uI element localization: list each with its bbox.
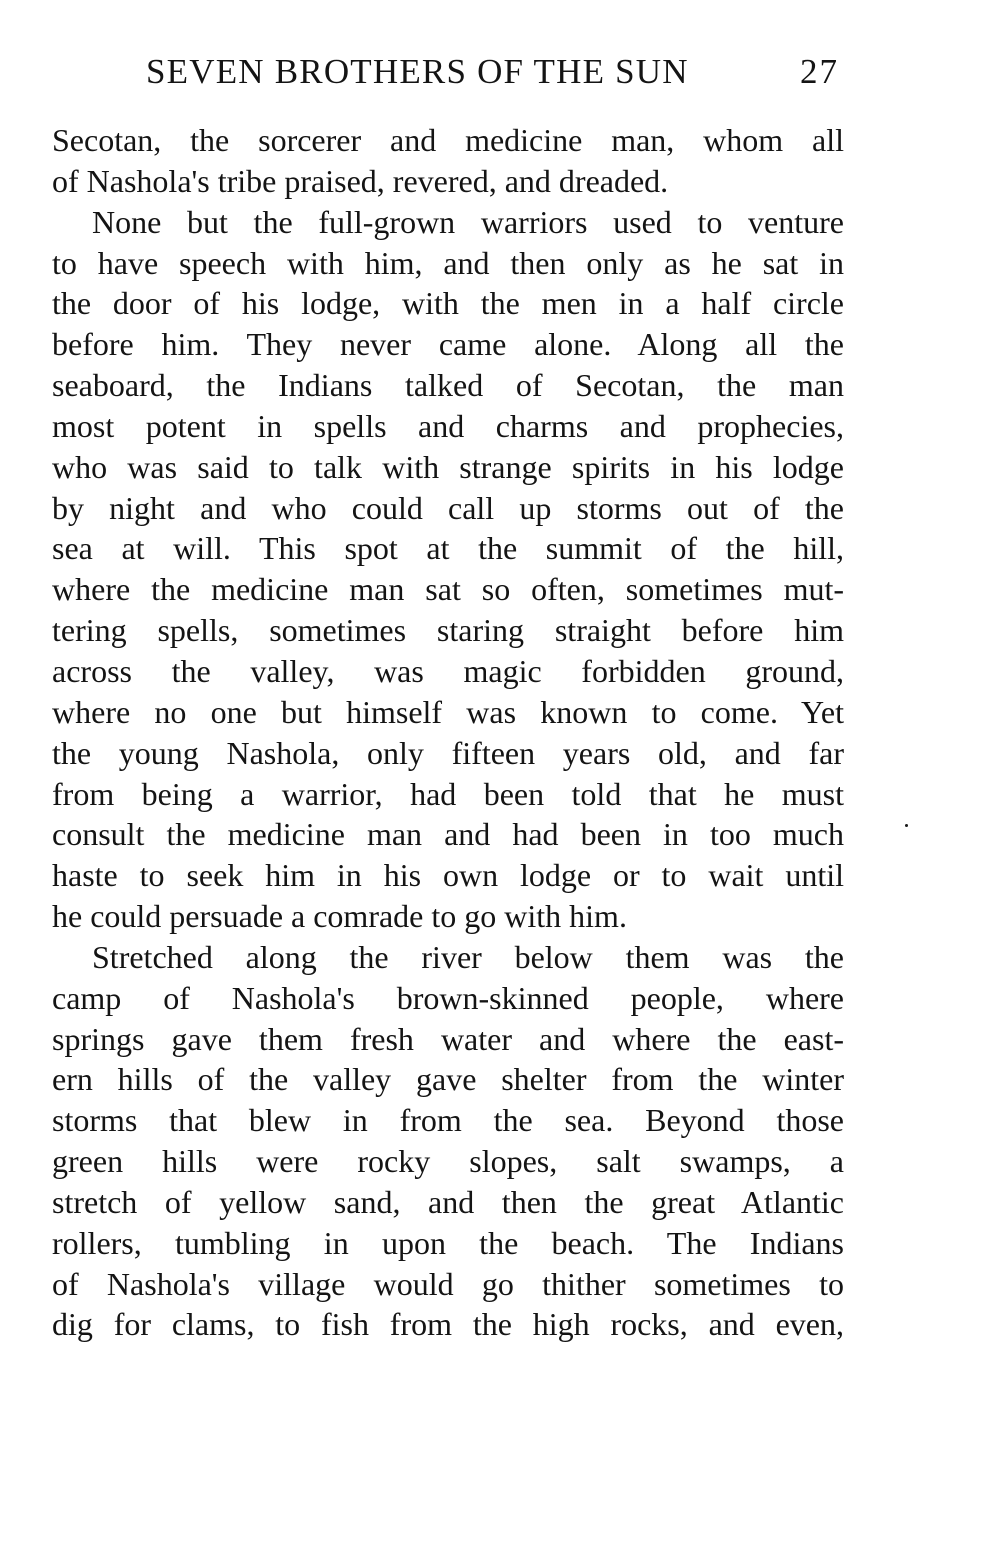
- text-line: across the valley, was magic forbidden ground,: [52, 652, 844, 689]
- text-line: None but the full-grown warriors used to venture: [92, 203, 844, 240]
- body-text: [52, 120, 844, 1345]
- text-line: to have speech with him, and then only as he sat in: [52, 244, 844, 281]
- text-line: Stretched along the river below them was the: [92, 938, 844, 975]
- page-number: 27: [800, 52, 839, 91]
- text-line: sea at will. This spot at the summit of the hill,: [52, 530, 844, 567]
- running-head: [146, 50, 846, 94]
- text-line: green hills were rocky slopes, salt swamps, a: [52, 1143, 844, 1180]
- text-line: camp of Nashola's brown-skinned people, where: [52, 979, 844, 1016]
- text-line: tering spells, sometimes staring straight before him: [52, 612, 844, 649]
- ink-speck: [905, 824, 908, 827]
- text-line: of Nashola's village would go thither sometimes to: [52, 1265, 844, 1302]
- text-line: stretch of yellow sand, and then the great Atlantic: [52, 1183, 844, 1220]
- text-line: most potent in spells and charms and prophecies,: [52, 407, 844, 444]
- text-line: the young Nashola, only fifteen years old, and far: [52, 734, 844, 771]
- text-line: storms that blew in from the sea. Beyond those: [52, 1102, 844, 1139]
- text-line: haste to seek him in his own lodge or to wait until: [52, 857, 844, 894]
- text-line: where no one but himself was known to come. Yet: [52, 693, 844, 730]
- text-line: seaboard, the Indians talked of Secotan, the man: [52, 367, 844, 404]
- text-line: of Nashola's tribe praised, revered, and dreaded.: [52, 162, 669, 199]
- text-line: rollers, tumbling in upon the beach. The Indians: [52, 1224, 844, 1261]
- text-line: before him. They never came alone. Along all the: [52, 326, 844, 363]
- text-line: by night and who could call up storms out of the: [52, 489, 844, 526]
- text-line: dig for clams, to fish from the high rocks, and even,: [52, 1306, 844, 1343]
- text-line: consult the medicine man and had been in too much: [52, 816, 844, 853]
- text-line: the door of his lodge, with the men in a half circle: [52, 285, 844, 322]
- text-line: from being a warrior, had been told that he must: [52, 775, 844, 812]
- text-line: ern hills of the valley gave shelter from the winter: [52, 1061, 844, 1098]
- running-title: SEVEN BROTHERS OF THE SUN: [146, 52, 689, 91]
- text-line: he could persuade a comrade to go with him.: [52, 898, 627, 935]
- text-line: springs gave them fresh water and where the east-: [52, 1020, 844, 1057]
- text-line: where the medicine man sat so often, sometimes mut-: [52, 571, 844, 608]
- text-line: who was said to talk with strange spirits in his lodge: [52, 448, 844, 485]
- text-line: Secotan, the sorcerer and medicine man, whom all: [52, 122, 844, 158]
